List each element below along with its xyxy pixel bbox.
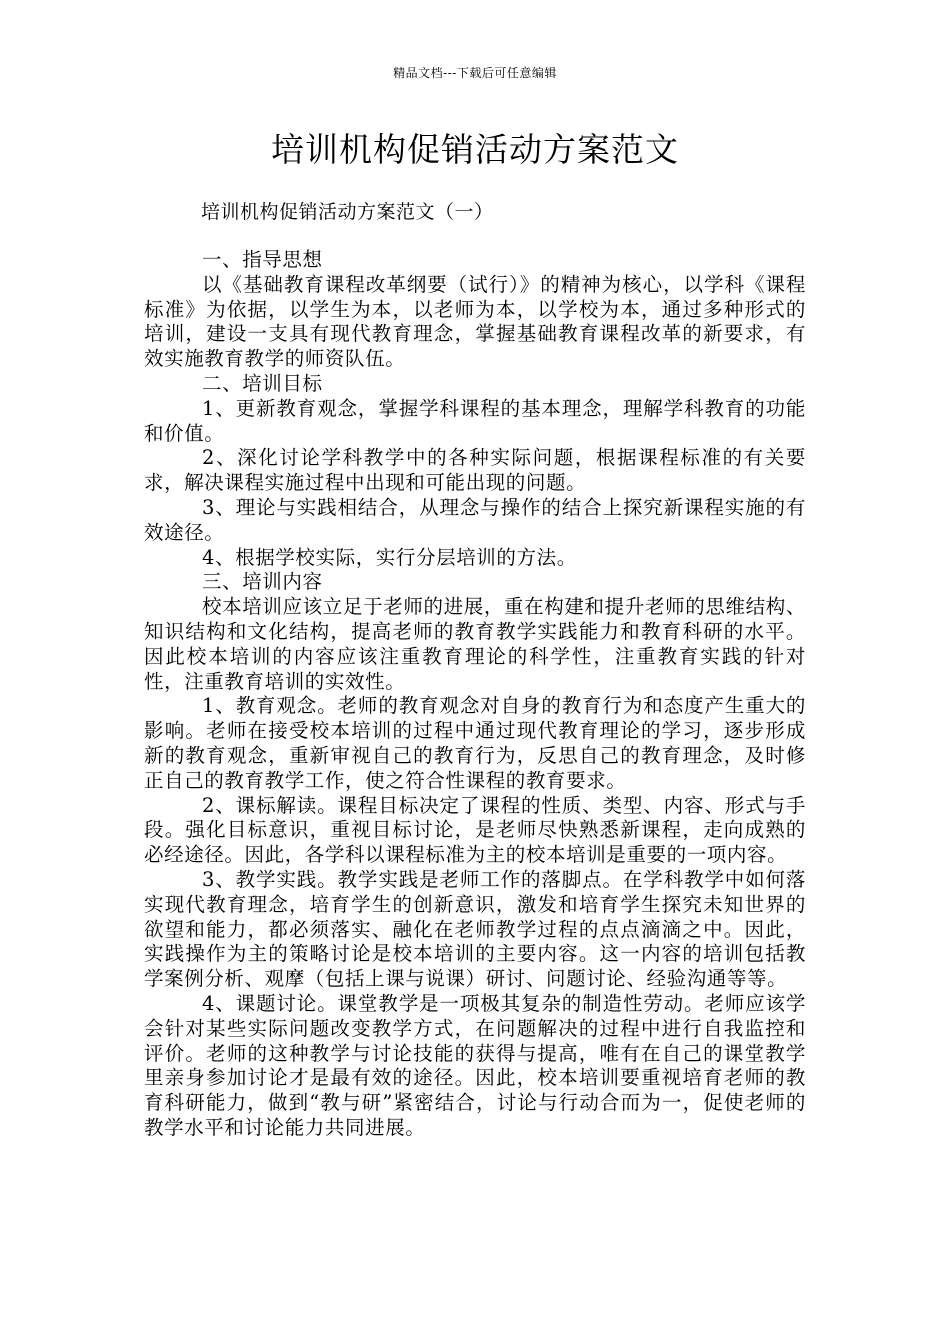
header-note: 精品文档---下载后可任意编辑: [393, 66, 557, 80]
section-heading-training-goals: 二、培训目标: [202, 371, 323, 395]
document-title: 培训机构促销活动方案范文: [271, 130, 679, 169]
paragraph-goal-2: 2、深化讨论学科教学中的各种实际问题，根据课程标准的有关要求，解决课程实施过程中出现和可能出现的问题。: [144, 446, 806, 495]
paragraph-goal-3: 3、理论与实践相结合，从理念与操作的结合上探究新课程实施的有效途径。: [144, 495, 806, 544]
paragraph-content-4: 4、课题讨论。课堂教学是一项极其复杂的制造性劳动。老师应该学会针对某些实际问题改变教学方式，在问题解决的过程中进行自我监控和评价。老师的这种教学与讨论技能的获得与提高，唯有在自己的课堂教学里亲身参加讨论才是最有效的途径。因此，校本培训要重视培育老师的教育科研能力，做到“教与研”紧密结合，讨论与行动合而为一，促使老师的教学水平和讨论能力共同进展。: [144, 991, 806, 1139]
paragraph-content-2: 2、课标解读。课程目标决定了课程的性质、类型、内容、形式与手段。强化目标意识，重视目标讨论，是老师尽快熟悉新课程，走向成熟的必经途径。因此，各学科以课程标准为主的校本培训是重要的一项内容。: [144, 793, 806, 867]
document-subtitle: 培训机构促销活动方案范文（一）: [201, 201, 494, 223]
section-heading-training-content: 三、培训内容: [202, 570, 323, 594]
paragraph-content-3: 3、教学实践。教学实践是老师工作的落脚点。在学科教学中如何落实现代教育理念，培育学生的创新意识，激发和培育学生探究未知世界的欲望和能力，都必须落实、融化在老师教学过程的点点滴滴之中。因此，实践操作为主的策略讨论是校本培训的主要内容。这一内容的培训包括教学案例分析、观摩（包括上课与说课）研讨、问题讨论、经验沟通等等。: [144, 867, 806, 991]
paragraph-guiding-thought: 以《基础教育课程改革纲要（试行）》的精神为核心，以学科《课程标准》为依据，以学生为本，以老师为本，以学校为本，通过多种形式的培训，建设一支具有现代教育理念，掌握基础教育课程改革的新要求，有效实施教育教学的师资队伍。: [144, 272, 806, 371]
section-heading-guiding-thought: 一、指导思想: [202, 248, 323, 271]
paragraph-content-1: 1、教育观念。老师的教育观念对自身的教育行为和态度产生重大的影响。老师在接受校本培训的过程中通过现代教育理论的学习，逐步形成新的教育观念，重新审视自己的教育行为，反思自己的教育理念，及时修正自己的教育教学工作，使之符合性课程的教育要求。: [144, 694, 806, 792]
paragraph-goal-4: 4、根据学校实际，实行分层培训的方法。: [202, 545, 577, 569]
paragraph-goal-1: 1、更新教育观念，掌握学科课程的基本理念，理解学科教育的功能和价值。: [144, 396, 806, 445]
document-body: [144, 248, 806, 1141]
paragraph-content-intro: 校本培训应该立足于老师的进展，重在构建和提升老师的思维结构、知识结构和文化结构，提高老师的教育教学实践能力和教育科研的水平。因此校本培训的内容应该注重教育理论的科学性，注重教育实践的针对性，注重教育培训的实效性。: [144, 595, 806, 693]
